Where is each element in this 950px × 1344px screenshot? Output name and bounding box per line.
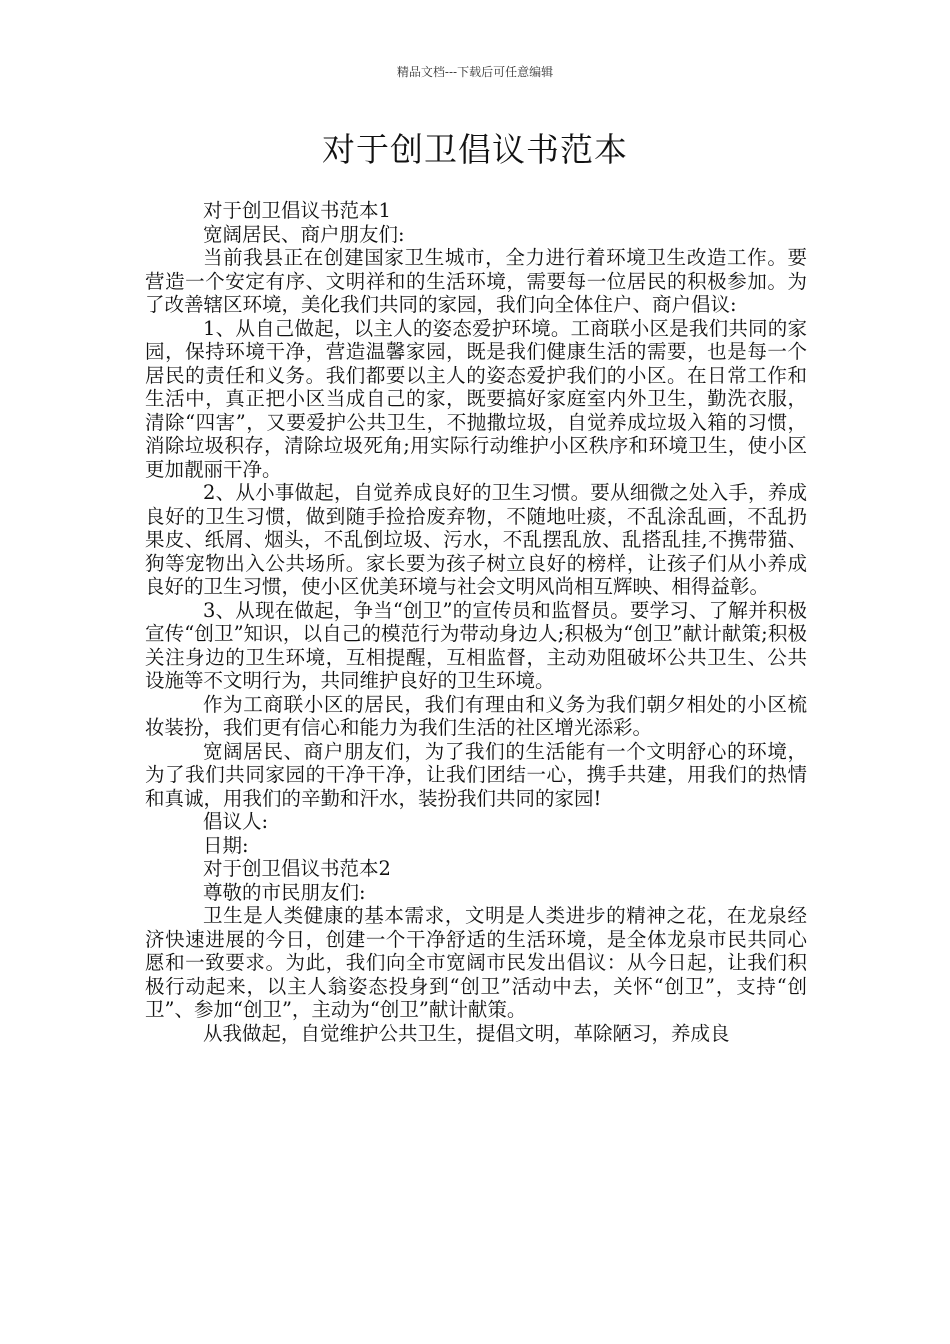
signature-label: 倡议人: — [203, 810, 269, 833]
paragraph: 当前我县正在创建国家卫生城市，全力进行着环境卫生改造工作。要营造一个安定有序、文明祥和的生活环境，需要每一位居民的积极参加。为了改善辖区环境，美化我们共同的家园，我们向全体住户、商户倡议: — [145, 246, 807, 316]
paragraph-item-3: 3、从现在做起，争当“创卫”的宣传员和监督员。要学习、了解并积极宣传“创卫”知识，以自己的模范行为带动身边人;积极为“创卫”献计献策;积极关注身边的卫生环境，互相提醒，互相监督，主动劝阻破坏公共卫生、公共设施等不文明行为，共同维护良好的卫生环境。 — [145, 598, 807, 692]
document-body — [145, 199, 807, 1045]
paragraph: 从我做起，自觉维护公共卫生，提倡文明，革除陋习，养成良 — [203, 1021, 730, 1045]
date-label: 日期: — [203, 833, 249, 857]
document-title: 对于创卫倡议书范本 — [322, 130, 628, 169]
section-heading-2: 对于创卫倡议书范本2 — [203, 857, 391, 880]
salutation: 宽阔居民、商户朋友们: — [203, 222, 405, 246]
paragraph-item-1: 1、从自己做起，以主人的姿态爱护环境。工商联小区是我们共同的家园，保持环境干净，营造温馨家园，既是我们健康生活的需要，也是每一个居民的责任和义务。我们都要以主人的姿态爱护我们的小区。在日常工作和生活中，真正把小区当成自己的家，既要搞好家庭室内外卫生，勤洗衣服，清除“四害”，又要爱护公共卫生，不抛撒垃圾，自觉养成垃圾入箱的习惯，消除垃圾积存，清除垃圾死角;用实际行动维护小区秩序和环境卫生，使小区更加靓丽干净。 — [145, 316, 807, 481]
paragraph: 作为工商联小区的居民，我们有理由和义务为我们朝夕相处的小区梳妆装扮，我们更有信心和能力为我们生活的社区增光添彩。 — [145, 692, 807, 739]
paragraph-item-2: 2、从小事做起，自觉养成良好的卫生习惯。要从细微之处入手，养成良好的卫生习惯，做到随手捡拾废弃物，不随地吐痰，不乱涂乱画，不乱扔果皮、纸屑、烟头，不乱倒垃圾、污水，不乱摆乱放、乱搭乱挂,不携带猫、狗等宠物出入公共场所。家长要为孩子树立良好的榜样，让孩子们从小养成良好的卫生习惯，使小区优美环境与社会文明风尚相互辉映、相得益彰。 — [145, 481, 807, 598]
paragraph: 卫生是人类健康的基本需求，文明是人类进步的精神之花，在龙泉经济快速进展的今日，创建一个干净舒适的生活环境，是全体龙泉市民共同心愿和一致要求。为此，我们向全市宽阔市民发出倡议：从今日起，让我们积极行动起来，以主人翁姿态投身到“创卫”活动中去，关怀“创卫”，支持“创卫”、参加“创卫”，主动为“创卫”献计献策。 — [145, 904, 807, 1021]
page-header: 精品文档---下载后可任意编辑 — [396, 65, 554, 79]
section-heading-1: 对于创卫倡议书范本1 — [203, 199, 391, 222]
paragraph: 宽阔居民、商户朋友们，为了我们的生活能有一个文明舒心的环境，为了我们共同家园的干净干净，让我们团结一心，携手共建，用我们的热情和真诚，用我们的辛勤和汗水，装扮我们共同的家园! — [145, 739, 807, 810]
salutation: 尊敬的市民朋友们: — [203, 880, 366, 904]
